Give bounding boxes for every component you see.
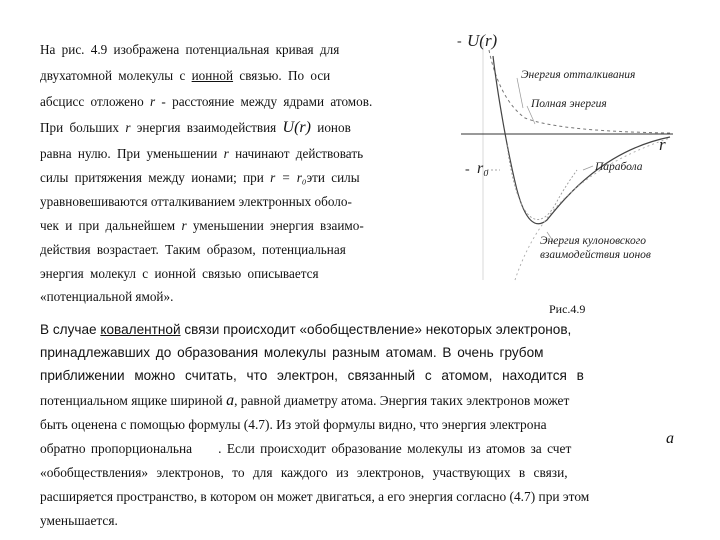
parabola-curve	[507, 145, 577, 219]
label-coulomb-1: Энергия кулоновского	[540, 235, 646, 247]
label-total: Полная энергия	[531, 98, 607, 110]
leader-parabola	[583, 166, 593, 170]
para1-line-11: «потенциальной ямой».	[40, 289, 174, 304]
y-axis-label: U(r)	[467, 31, 498, 50]
para1-line-2: двухатомной молекулы с ионной связью. По оси	[40, 68, 331, 83]
r0-tick-mark: -	[465, 162, 470, 177]
para1-line-7: уравновешиваются отталкиванием электронных оболо-	[40, 194, 352, 209]
para2-line-9: уменьшается.	[40, 513, 118, 528]
para2-line-8: расширяется пространство, в котором он может двигаться, а его энергия согласно (4.7) при этом	[40, 489, 590, 504]
para1-line-3: абсцисс отложено r - расстояние между ядрами атомов.	[40, 94, 373, 109]
y-axis-tick-mark: -	[457, 34, 462, 49]
para1-line-1: На рис. 4.9 изображена потенциальная кривая для	[40, 42, 340, 57]
para2-line-6: обратно пропорциональна . Если происходит образование молекулы из атомов за счет	[40, 441, 572, 456]
para1-line-6: силы притяжения между ионами; при r = r₀эти силы	[40, 170, 360, 185]
para1-line-4: При больших r энергия взаимодействия U(r) ионов	[40, 119, 351, 136]
para2-line-4: потенциальном ящике шириной a, равной диаметру атома. Энергия таких электронов может	[40, 392, 570, 409]
para2-line-7: «обобществления» электронов, то для каждого из электронов, участвующих в связи,	[40, 465, 568, 480]
figure-caption: Рис.4.9	[549, 302, 586, 316]
para1-line-9: действия возрастает. Таким образом, потенциальная	[40, 242, 346, 257]
potential-curve-figure	[455, 20, 715, 320]
leader-repulsion	[517, 78, 523, 108]
r0-label: r₀	[477, 160, 489, 177]
repulsion-curve	[489, 50, 670, 133]
total-energy-curve	[493, 56, 670, 224]
para1-line-5: равна нулю. При уменьшении r начинают действовать	[40, 146, 364, 161]
para1-line-10: энергия молекул с ионной связью описывается	[40, 266, 319, 281]
para2-line-3: приближении можно считать, что электрон, связанный с атомом, находится в	[40, 368, 584, 383]
para2-line-2: принадлежавших до образования молекулы разным атомам. В очень грубом	[40, 345, 544, 360]
para2-line-1: В случае ковалентной связи происходит «обобществление» некоторых электронов,	[40, 322, 572, 337]
label-parabola: Парабола	[595, 161, 643, 173]
para2-line-5: быть оценена с помощью формулы (4.7). Из этой формулы видно, что энергия электрона	[40, 417, 547, 432]
para2-symbol-a: a	[666, 430, 674, 447]
label-coulomb-2: взаимодействия ионов	[540, 249, 651, 261]
x-axis-label: r	[659, 135, 666, 154]
para1-line-8: чек и при дальнейшем r уменьшении энергия взаимо-	[40, 218, 364, 233]
label-repulsion: Энергия отталкивания	[521, 69, 636, 81]
